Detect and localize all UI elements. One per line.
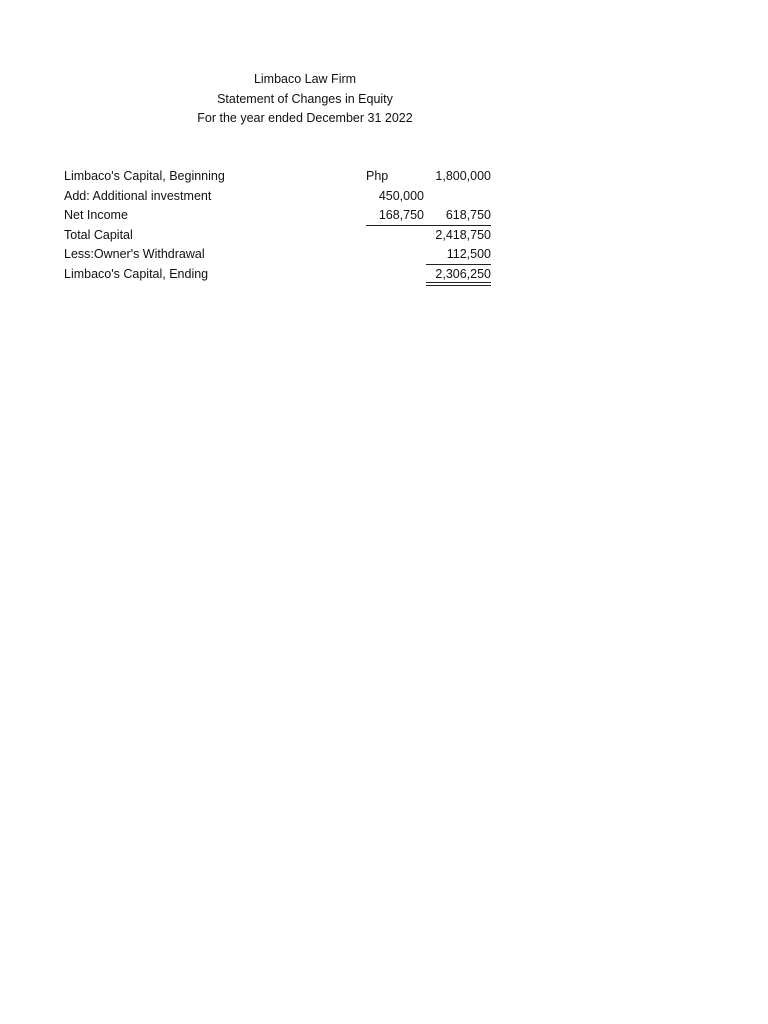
amount-total-column: 2,418,750	[435, 227, 491, 242]
amount-detail-column: 168,750	[378, 208, 424, 222]
equity-statement-table	[64, 167, 504, 284]
row-label: Net Income	[64, 208, 128, 222]
statement-title: Statement of Changes in Equity	[217, 91, 393, 106]
row-capital-beginning	[64, 167, 504, 187]
row-total-capital	[64, 226, 504, 246]
amount-total-column: 1,800,000	[435, 169, 491, 183]
row-label: Add: Additional investment	[64, 188, 212, 203]
row-label: Less:Owner's Withdrawal	[64, 247, 205, 261]
amount-total-column: 2,306,250	[435, 266, 491, 281]
row-additional-investment	[64, 187, 504, 207]
row-capital-ending	[64, 265, 504, 285]
row-owner-withdrawal	[64, 245, 504, 265]
amount-total-column: 618,750	[445, 208, 491, 222]
double-underline-rule	[426, 282, 491, 286]
amount-total-column: 112,500	[446, 247, 491, 261]
row-label: Limbaco's Capital, Ending	[64, 266, 209, 281]
statement-header	[0, 70, 610, 129]
currency-label: Php	[366, 169, 389, 183]
row-label: Total Capital	[64, 227, 133, 242]
statement-period: For the year ended December 31 2022	[197, 111, 413, 125]
company-name: Limbaco Law Firm	[253, 72, 357, 86]
row-label: Limbaco's Capital, Beginning	[64, 169, 225, 183]
amount-detail-column: 450,000	[378, 188, 424, 203]
row-net-income	[64, 206, 504, 226]
